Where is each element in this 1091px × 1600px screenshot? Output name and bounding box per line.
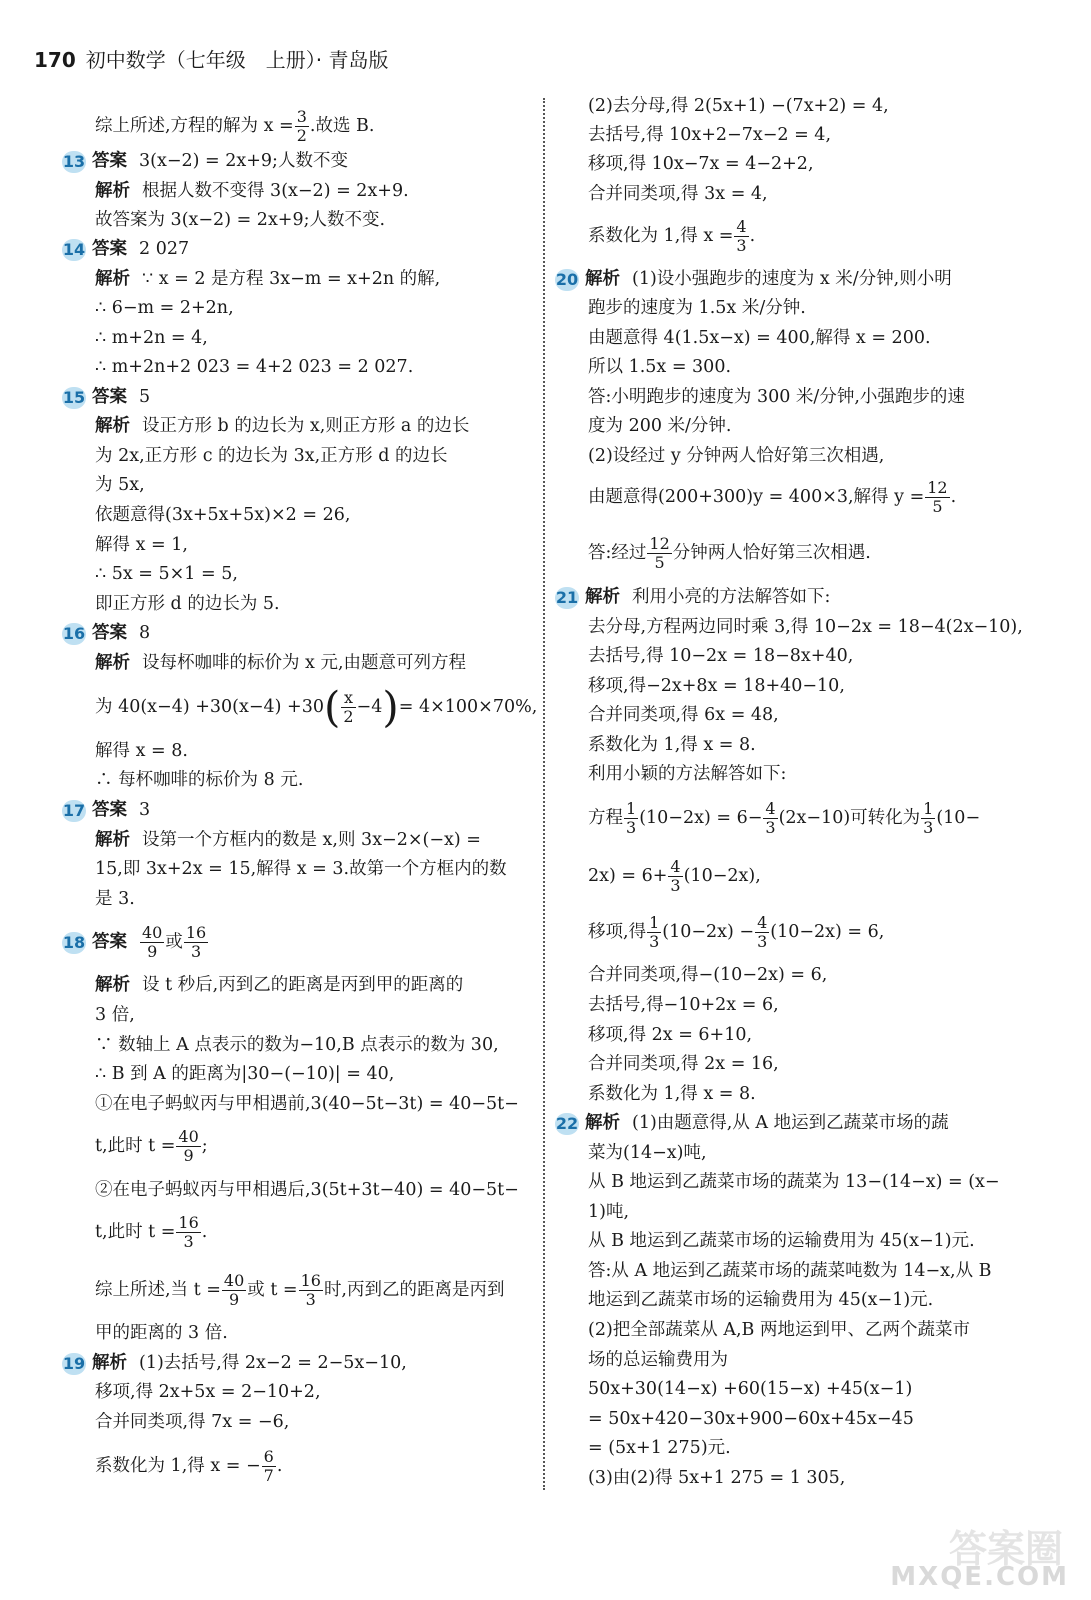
analysis-label: 解析 [92, 1353, 127, 1373]
equation-line: 为 40(x−4) +30(x−4) +30( $\frac{x}{2}$ −4)= 4×100×70%, [95, 682, 538, 732]
analysis-label: 解析 [95, 653, 130, 673]
q16-analysis: 解析 设每杯咖啡的标价为 x 元,由题意可列方程 [95, 653, 467, 673]
question-number-badge: 22 [555, 1113, 579, 1133]
text-line: 系数化为 1,得 x = 8. [588, 1084, 756, 1104]
fraction: $\frac{6}{7}$ [263, 1447, 274, 1485]
text-line: (2)把全部蔬菜从 A,B 两地运到甲、乙两个蔬菜市 [588, 1320, 970, 1340]
q17-answer: 17 答案 3 [62, 800, 151, 820]
text-line: 答:从 A 地运到乙蔬菜市场的蔬菜吨数为 14−x,从 B [588, 1261, 992, 1281]
question-number-badge: 14 [62, 239, 86, 259]
q22-analysis: 22 解析 (1)由题意得,从 A 地运到乙蔬菜市场的蔬 [555, 1113, 949, 1133]
analysis-label: 解析 [95, 269, 130, 289]
text-line: 合并同类项,得 6x = 48, [588, 705, 779, 725]
text-line: 即正方形 d 的边长为 5. [95, 594, 280, 614]
text-line: ∵ 数轴上 A 点表示的数为−10,B 点表示的数为 30, [95, 1035, 499, 1055]
text-line: 答:经过 $\frac{12}{5}$ 分钟两人恰好第三次相遇. [588, 534, 871, 572]
text-line: 合并同类项,得−(10−2x) = 6, [588, 965, 828, 985]
text-line: (2)设经过 y 分钟两人恰好第三次相遇, [588, 446, 885, 466]
text-line: 系数化为 1,得 x = $\frac{4}{3}$ . [588, 217, 756, 255]
text-line: 系数化为 1,得 x = − $\frac{6}{7}$ . [95, 1447, 283, 1485]
q19-analysis: 19 解析 (1)去括号,得 2x−2 = 2−5x−10, [62, 1353, 407, 1373]
text-line: = (5x+1 275)元. [588, 1438, 731, 1458]
fraction: $\frac{12}{5}$ [649, 534, 670, 572]
text-line: 去括号,得 10−2x = 18−8x+40, [588, 646, 854, 666]
question-number-badge: 19 [62, 1353, 86, 1373]
text-line: 跑步的速度为 1.5x 米/分钟. [588, 298, 806, 318]
text-line: 依题意得(3x+5x+5x)×2 = 26, [95, 505, 351, 525]
question-number-badge: 21 [555, 587, 579, 607]
text-line: 15,即 3x+2x = 15,解得 x = 3.故第一个方框内的数 [95, 859, 507, 879]
answer-label: 答案 [92, 151, 127, 171]
text-line: 去分母,方程两边同时乘 3,得 10−2x = 18−4(2x−10), [588, 617, 1023, 637]
fraction: $\frac{40}{9}$ [223, 1271, 245, 1309]
text-line: 地运到乙蔬菜市场的运输费用为 45(x−1)元. [588, 1290, 934, 1310]
text-line: 从 B 地运到乙蔬菜市场的蔬菜为 13−(14−x) = (x− [588, 1172, 1000, 1192]
fraction: $\frac{12}{5}$ [927, 478, 948, 516]
analysis-label: 解析 [95, 181, 130, 201]
fraction: $\frac{4}{3}$ [765, 799, 776, 837]
fraction: $\frac{3}{2}$ [296, 107, 307, 145]
q15-answer: 15 答案 5 [62, 387, 151, 407]
fraction: $\frac{x}{2}$ [343, 688, 354, 726]
q18-answer: 18 答案 $\frac{40}{9}$ 或 $\frac{16}{3}$ [62, 923, 207, 961]
answer-label: 答案 [92, 932, 127, 952]
text-line: 甲的距离的 3 倍. [95, 1323, 228, 1343]
text-line: 合并同类项,得 3x = 4, [588, 184, 768, 204]
text-line: 合并同类项,得 7x = −6, [95, 1412, 290, 1432]
book-title: 初中数学（七年级 上册）· 青岛版 [85, 48, 389, 72]
q21-analysis: 21 解析 利用小亮的方法解答如下: [555, 587, 831, 607]
text-line: 移项,得 10x−7x = 4−2+2, [588, 154, 814, 174]
watermark-chars: 答案圈 [948, 1526, 1063, 1571]
text-line: ∴ 5x = 5×1 = 5, [95, 564, 238, 584]
analysis-label: 解析 [585, 587, 620, 607]
answer-label: 答案 [92, 800, 127, 820]
text-line: 菜为(14−x)吨, [588, 1143, 707, 1163]
fraction: $\frac{16}{3}$ [185, 923, 207, 961]
text-line: ∴ 每杯咖啡的标价为 8 元. [95, 770, 304, 790]
text-line: 故答案为 3(x−2) = 2x+9;人数不变. [95, 210, 386, 230]
question-number-badge: 16 [62, 623, 86, 643]
text-line: 是 3. [95, 889, 135, 909]
text-line: 答:小明跑步的速度为 300 米/分钟,小强跑步的速 [588, 387, 965, 407]
answer-label: 答案 [92, 239, 127, 259]
text-line: 为 5x, [95, 475, 145, 495]
analysis-label: 解析 [585, 269, 620, 289]
analysis-label: 解析 [95, 975, 130, 995]
fraction: $\frac{4}{3}$ [757, 913, 768, 951]
text-line: 移项,得 2x = 6+10, [588, 1025, 753, 1045]
fraction: $\frac{40}{9}$ [178, 1127, 199, 1165]
page-header [34, 44, 388, 73]
fraction: $\frac{16}{3}$ [178, 1213, 199, 1251]
text-line: (2)去分母,得 2(5x+1) −(7x+2) = 4, [588, 96, 889, 116]
text-line: ∴ m+2n+2 023 = 4+2 023 = 2 027. [95, 357, 414, 377]
answer-label: 答案 [92, 387, 127, 407]
text-line: 由题意得 4(1.5x−x) = 400,解得 x = 200. [588, 328, 931, 348]
q20-analysis: 20 解析 (1)设小强跑步的速度为 x 米/分钟,则小明 [555, 269, 952, 289]
text-line: 移项,得 $\frac{1}{3}$ (10−2x) − $\frac{4}{3}$ (10−2x) = 6, [588, 913, 885, 951]
q18-analysis: 解析 设 t 秒后,丙到乙的距离是丙到甲的距离的 [95, 975, 464, 995]
fraction: $\frac{1}{3}$ [923, 799, 934, 837]
question-number-badge: 20 [555, 269, 579, 289]
text-line: 去括号,得−10+2x = 6, [588, 995, 779, 1015]
text-line: ∴ 6−m = 2+2n, [95, 298, 234, 318]
text-line: 移项,得−2x+8x = 18+40−10, [588, 676, 845, 696]
text-line: 解得 x = 1, [95, 535, 188, 555]
text-line: 2x) = 6+ $\frac{4}{3}$ (10−2x), [588, 857, 761, 895]
fraction: $\frac{1}{3}$ [626, 799, 637, 837]
question-number-badge: 17 [62, 800, 86, 820]
text-line: 度为 200 米/分钟. [588, 416, 732, 436]
q14-answer: 14 答案 2 027 [62, 239, 190, 259]
watermark-logo [883, 1516, 1073, 1594]
text-line: 解得 x = 8. [95, 741, 188, 761]
conclusion-line: 综上所述,方程的解为 x = $\frac{3}{2}$ .故选 B. [95, 107, 375, 145]
text-line: 从 B 地运到乙蔬菜市场的运输费用为 45(x−1)元. [588, 1231, 975, 1251]
fraction: $\frac{1}{3}$ [649, 913, 660, 951]
text-line: ∴ m+2n = 4, [95, 328, 208, 348]
text-line: 场的总运输费用为 [588, 1350, 728, 1370]
text-line: 系数化为 1,得 x = 8. [588, 735, 756, 755]
page-number: 170 [34, 48, 76, 72]
analysis-label: 解析 [95, 830, 130, 850]
text-line: 50x+30(14−x) +60(15−x) +45(x−1) [588, 1379, 913, 1399]
text-line: 去括号,得 10x+2−7x−2 = 4, [588, 125, 832, 145]
fraction: $\frac{4}{3}$ [670, 857, 681, 895]
q14-analysis: 解析 ∵ x = 2 是方程 3x−m = x+2n 的解, [95, 269, 441, 289]
text-line: t,此时 t = $\frac{16}{3}$ . [95, 1213, 208, 1251]
answer-label: 答案 [92, 623, 127, 643]
question-number-badge: 15 [62, 387, 86, 407]
text-line: 1)吨, [588, 1202, 630, 1222]
text-line: 3 倍, [95, 1005, 135, 1025]
text-line: 综上所述,当 t = $\frac{40}{9}$ 或 t = $\frac{16}{3}$ 时,丙到乙的距离是丙到 [95, 1271, 505, 1309]
q16-answer: 16 答案 8 [62, 623, 151, 643]
text-line: ①在电子蚂蚁丙与甲相遇前,3(40−5t−3t) = 40−5t− [95, 1094, 519, 1114]
text-line: ②在电子蚂蚁丙与甲相遇后,3(5t+3t−40) = 40−5t− [95, 1180, 519, 1200]
question-number-badge: 18 [62, 932, 86, 952]
q15-analysis: 解析 设正方形 b 的边长为 x,则正方形 a 的边长 [95, 416, 470, 436]
analysis-label: 解析 [585, 1113, 620, 1133]
analysis-label: 解析 [95, 416, 130, 436]
fraction: $\frac{16}{3}$ [300, 1271, 321, 1309]
text-line: 方程 $\frac{1}{3}$ (10−2x) = 6− $\frac{4}{3}$ (2x−10)可转化为 $\frac{1}{3}$ (10− [588, 799, 981, 837]
text-line: t,此时 t = $\frac{40}{9}$ ; [95, 1127, 208, 1165]
q13-analysis: 解析 根据人数不变得 3(x−2) = 2x+9. [95, 181, 409, 201]
text-line: 利用小颖的方法解答如下: [588, 764, 787, 784]
watermark-text: MXQE.COM [890, 1562, 1069, 1592]
text-line: 为 2x,正方形 c 的边长为 3x,正方形 d 的边长 [95, 446, 448, 466]
text-line: = 50x+420−30x+900−60x+45x−45 [588, 1409, 914, 1429]
text-line: 移项,得 2x+5x = 2−10+2, [95, 1382, 321, 1402]
text-line: 合并同类项,得 2x = 16, [588, 1054, 779, 1074]
text-line: 由题意得(200+300)y = 400×3,解得 y = $\frac{12}{5}$ . [588, 478, 957, 516]
question-number-badge: 13 [62, 151, 86, 171]
text-line: (3)由(2)得 5x+1 275 = 1 305, [588, 1468, 846, 1488]
fraction: $\frac{4}{3}$ [736, 217, 747, 255]
column-divider [543, 98, 545, 1490]
text-line: 所以 1.5x = 300. [588, 357, 732, 377]
q13-answer: 13 答案 3(x−2) = 2x+9;人数不变 [62, 151, 348, 171]
text-line: ∴ B 到 A 的距离为|30−(−10)| = 40, [95, 1064, 395, 1084]
q17-analysis: 解析 设第一个方框内的数是 x,则 3x−2×(−x) = [95, 830, 481, 850]
fraction: $\frac{40}{9}$ [142, 923, 163, 961]
